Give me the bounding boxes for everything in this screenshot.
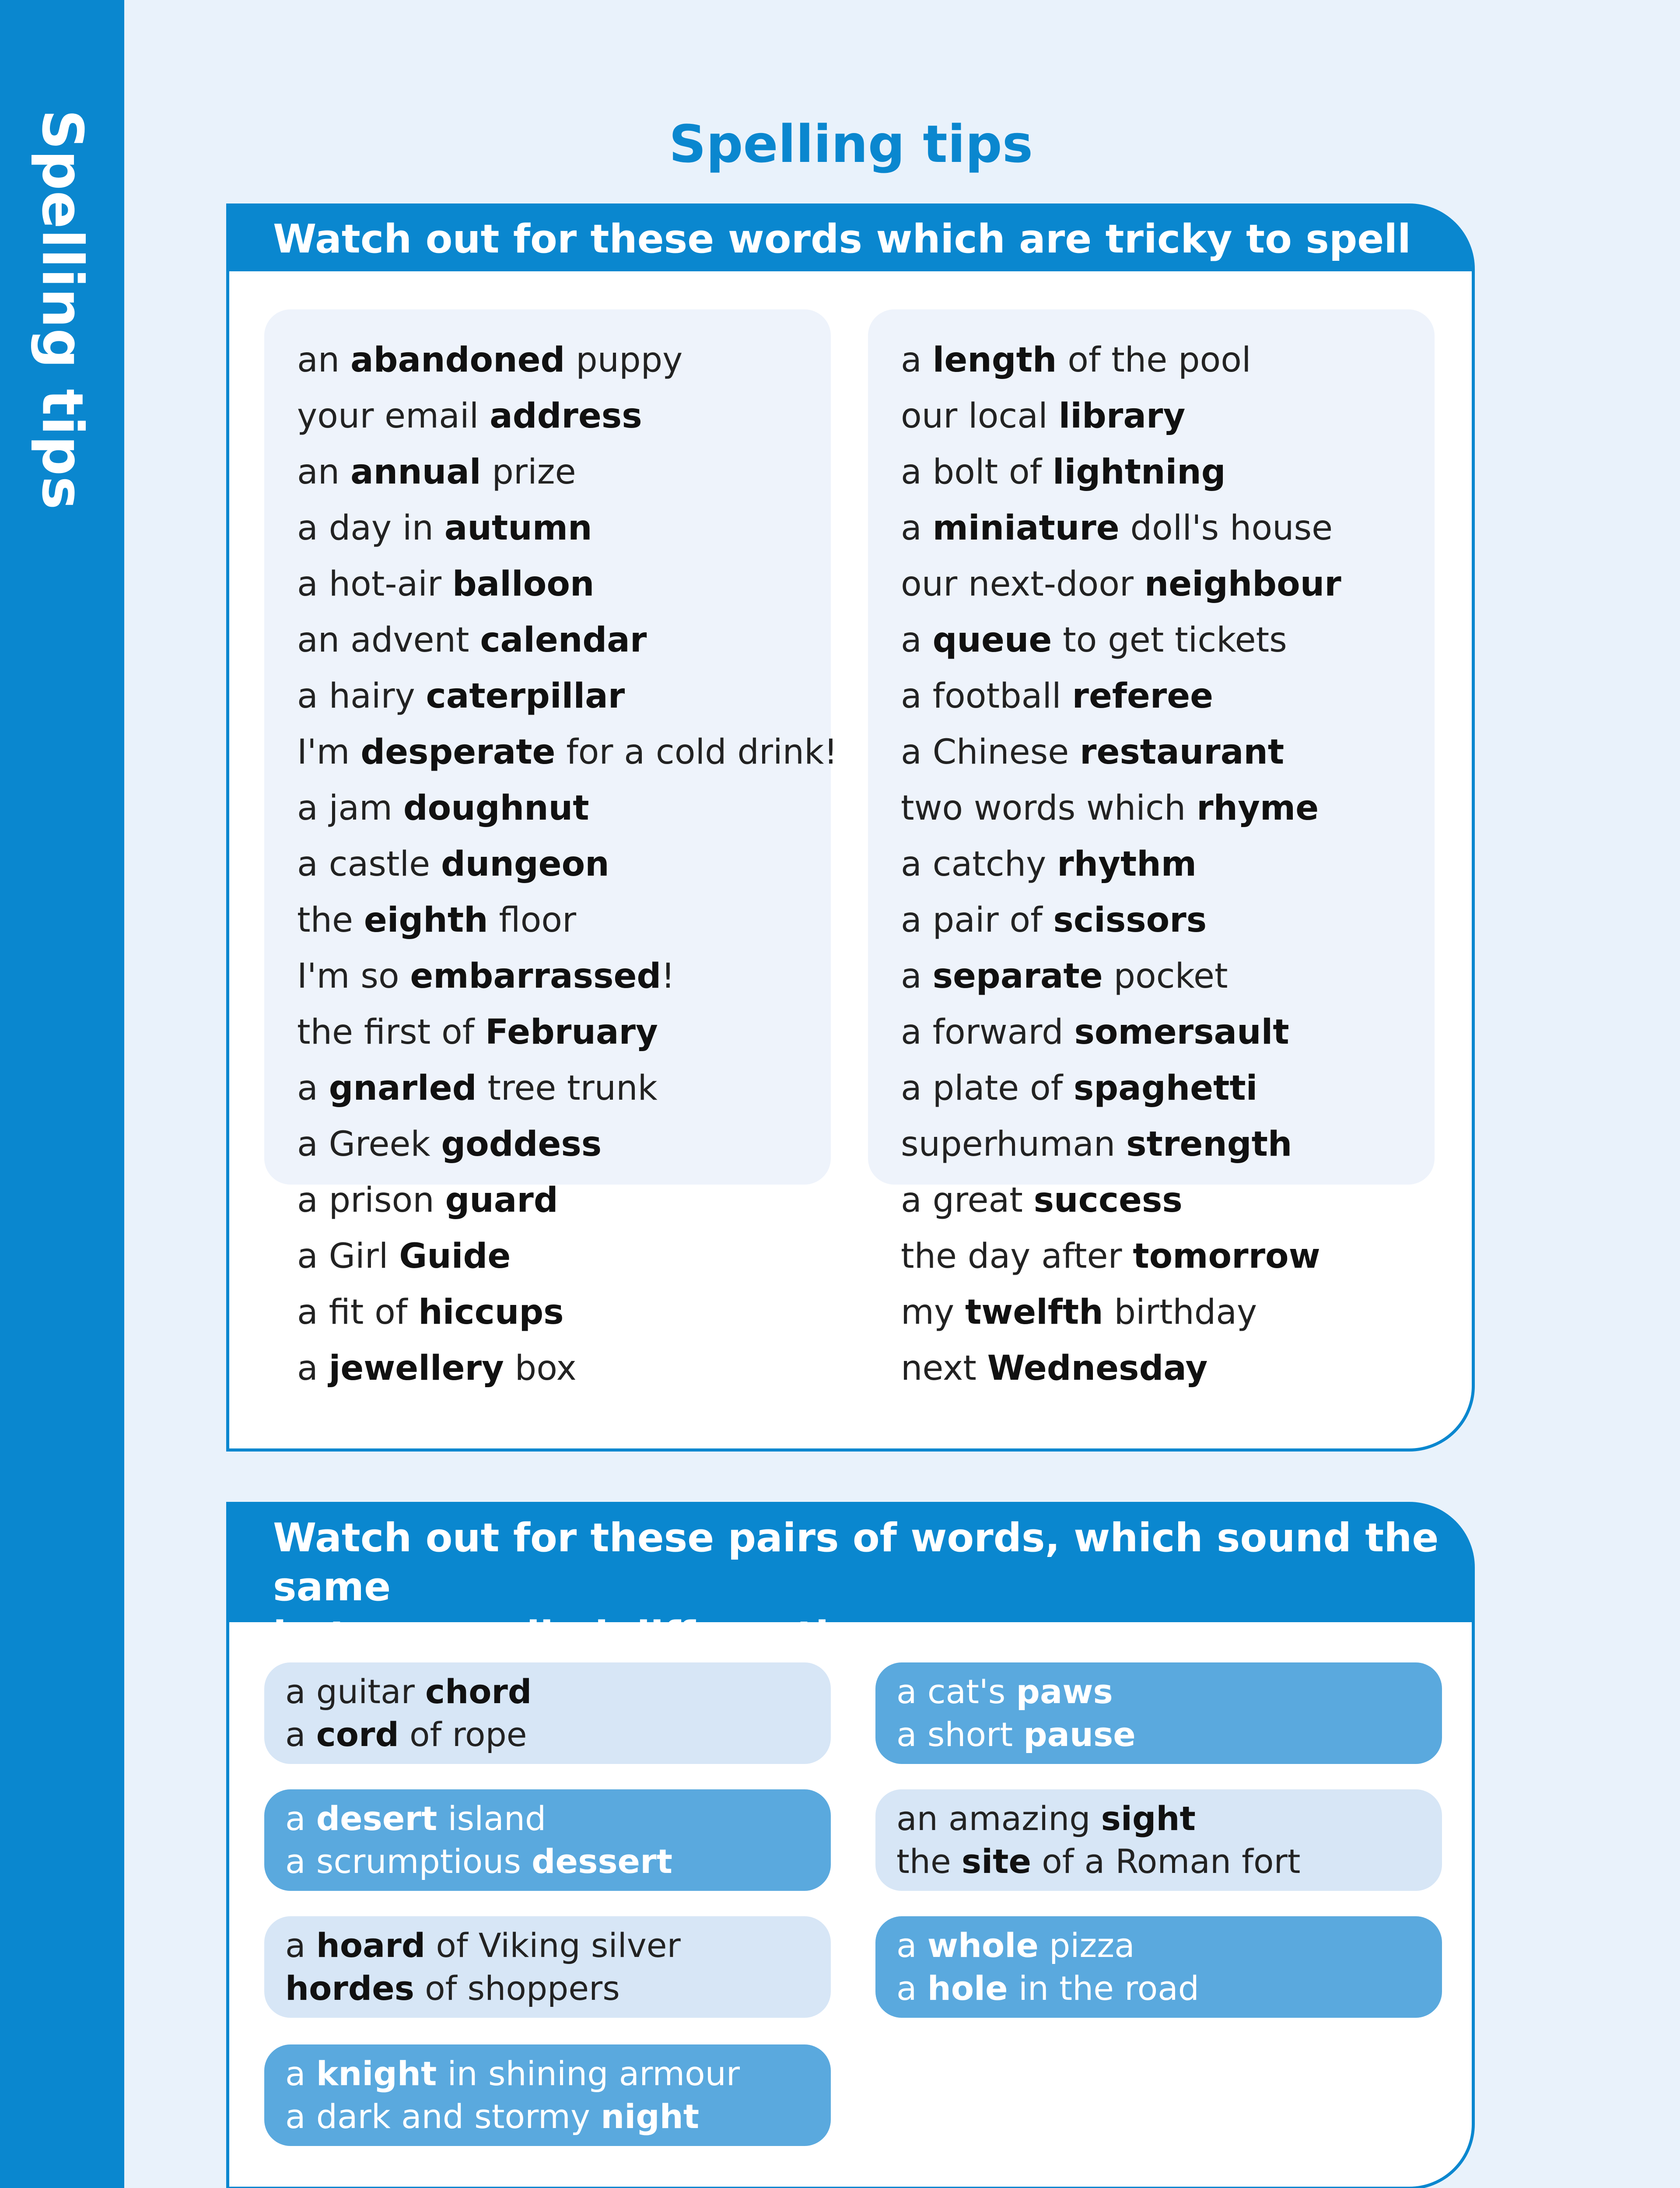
homophone-pair-whole-hole xyxy=(875,1916,1442,2018)
phrase-row: a pair of scissors xyxy=(901,901,1207,940)
phrase-row: your email address xyxy=(297,396,642,436)
pair-line: a cord of rope xyxy=(285,1715,527,1754)
phrase-row: my twelfth birthday xyxy=(901,1293,1257,1332)
pair-line: a desert island xyxy=(285,1799,546,1838)
homophone-pair-paws-pause xyxy=(875,1662,1442,1764)
phrase-row: a Chinese restaurant xyxy=(901,733,1284,772)
homophone-pair-hoard-hordes xyxy=(264,1916,831,2018)
pair-line: the site of a Roman fort xyxy=(896,1842,1301,1881)
phrase-row: an abandoned puppy xyxy=(297,340,683,380)
phrase-row: a day in autumn xyxy=(297,508,592,548)
pair-line: a whole pizza xyxy=(896,1926,1135,1965)
phrase-row: two words which rhyme xyxy=(901,789,1319,828)
phrase-row: the day after tomorrow xyxy=(901,1237,1320,1276)
phrase-row: a hairy caterpillar xyxy=(297,677,625,716)
phrase-row: a jewellery box xyxy=(297,1349,577,1388)
phrase-row: next Wednesday xyxy=(901,1349,1208,1388)
tricky-words-right-column xyxy=(868,309,1435,1388)
pair-line: a hoard of Viking silver xyxy=(285,1926,681,1965)
pair-line: a knight in shining armour xyxy=(285,2054,740,2093)
homophone-pair-knight-night xyxy=(264,2044,831,2146)
phrase-row: I'm so embarrassed! xyxy=(297,957,675,996)
phrase-row: a castle dungeon xyxy=(297,845,609,884)
phrase-row: a queue to get tickets xyxy=(901,621,1287,660)
tricky-words-left-column xyxy=(264,309,838,1388)
homophones-box xyxy=(226,1502,1475,2188)
homophone-pair-chord-cord xyxy=(264,1662,831,1764)
phrase-row: a separate pocket xyxy=(901,957,1228,996)
tricky-words-box xyxy=(226,203,1475,1452)
pair-line: a scrumptious dessert xyxy=(285,1842,672,1881)
phrase-row: a prison guard xyxy=(297,1181,558,1220)
phrase-row: a catchy rhythm xyxy=(901,845,1197,884)
phrase-row: our local library xyxy=(901,396,1186,436)
homophone-pair-sight-site xyxy=(875,1789,1442,1891)
phrase-row: a hot-air balloon xyxy=(297,565,595,604)
homophones-header-line-2: but are spelled differently xyxy=(273,1613,855,1659)
phrase-row: a Girl Guide xyxy=(297,1237,511,1276)
phrase-row: our next-door neighbour xyxy=(901,565,1341,604)
phrase-row: a bolt of lightning xyxy=(901,452,1226,492)
pair-line: a hole in the road xyxy=(896,1969,1200,2008)
homophones-header-line-1: Watch out for these pairs of words, which sound the same xyxy=(273,1515,1439,1610)
pair-line: hordes of shoppers xyxy=(285,1969,620,2008)
pair-line: a dark and stormy night xyxy=(285,2097,700,2136)
pair-line: a guitar chord xyxy=(285,1672,532,1711)
phrase-row: a plate of spaghetti xyxy=(901,1069,1258,1108)
phrase-row: a miniature doll's house xyxy=(901,508,1333,548)
phrase-row: a forward somersault xyxy=(901,1013,1289,1052)
phrase-row: a great success xyxy=(901,1181,1183,1220)
tricky-words-header: Watch out for these words which are tricky to spell xyxy=(229,207,1472,271)
phrase-row: an annual prize xyxy=(297,452,576,492)
phrase-row: a fit of hiccups xyxy=(297,1293,564,1332)
phrase-row: the first of February xyxy=(297,1013,658,1052)
side-tab xyxy=(0,0,124,2188)
homophone-pair-desert-dessert xyxy=(264,1789,831,1891)
phrase-row: superhuman strength xyxy=(901,1125,1292,1164)
phrase-row: the eighth floor xyxy=(297,901,577,940)
phrase-row: a length of the pool xyxy=(901,340,1251,380)
side-tab-label: Spelling tips xyxy=(29,109,95,510)
pair-line: an amazing sight xyxy=(896,1799,1196,1838)
page-title: Spelling tips xyxy=(669,114,1033,174)
phrase-row: an advent calendar xyxy=(297,621,647,660)
phrase-row: a jam doughnut xyxy=(297,789,589,828)
pair-line: a cat's paws xyxy=(896,1672,1113,1711)
phrase-row: a football referee xyxy=(901,677,1214,716)
homophones-header xyxy=(229,1505,1472,1659)
phrase-row: a gnarled tree trunk xyxy=(297,1069,658,1108)
phrase-row: I'm desperate for a cold drink! xyxy=(297,733,838,772)
pair-line: a short pause xyxy=(896,1715,1136,1754)
phrase-row: a Greek goddess xyxy=(297,1125,602,1164)
